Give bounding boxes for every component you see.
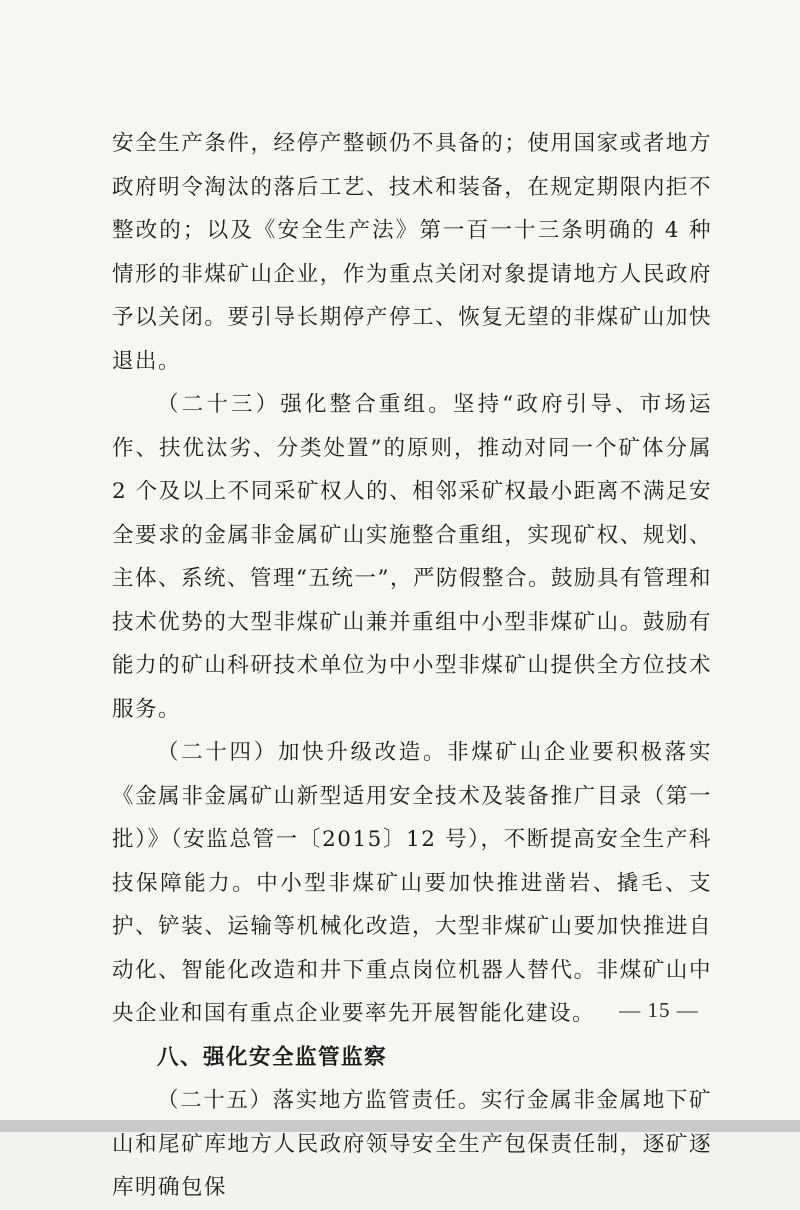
paragraph-continuation: 安全生产条件，经停产整顿仍不具备的；使用国家或者地方政府明令淘汰的落后工艺、技术和装备，在规定期限内拒不整改的；以及《安全生产法》第一百一十三条明确的 4 种情形的非煤矿山企业，作为重点关闭对象提请地方人民政府予以关闭。要引导长期停产停工、恢复无望的非煤矿山加快退出。 [112, 131, 712, 374]
paragraph-item-24: （二十四）加快升级改造。非煤矿山企业要积极落实《金属非金属矿山新型适用安全技术及装备推广目录（第一批）》（安监总管一〔2015〕12 号），不断提高安全生产科技保障能力。中小型非煤矿山要加快推进凿岩、撬毛、支护、铲装、运输等机械化改造，大型非煤矿山要加快推进自动化、智能化改造和井下重点岗位机器人替代。非煤矿山中央企业和国有重点企业要率先开展智能化建设。 [112, 740, 712, 1026]
paragraph-item-23: （二十三）强化整合重组。坚持“政府引导、市场运作、扶优汰劣、分类处置”的原则，推动对同一个矿体分属 2 个及以上不同采矿权人的、相邻采矿权最小距离不满足安全要求的金属非金属矿山实施整合重组，实现矿权、规划、主体、系统、管理“五统一”，严防假整合。鼓励具有管理和技术优势的大型非煤矿山兼并重组中小型非煤矿山。鼓励有能力的矿山科研技术单位为中小型非煤矿山提供全方位技术服务。 [112, 392, 712, 722]
scan-bottom-edge [0, 1120, 800, 1132]
paragraph-item-25: （二十五）落实地方监管责任。实行金属非金属地下矿山和尾矿库地方人民政府领导安全生产包保责任制，逐矿逐库明确包保 [112, 1088, 712, 1200]
section-heading: 八、强化安全监管监察 [157, 1044, 388, 1070]
page-number: — 15 — [619, 998, 699, 1022]
body-text [112, 122, 712, 1210]
